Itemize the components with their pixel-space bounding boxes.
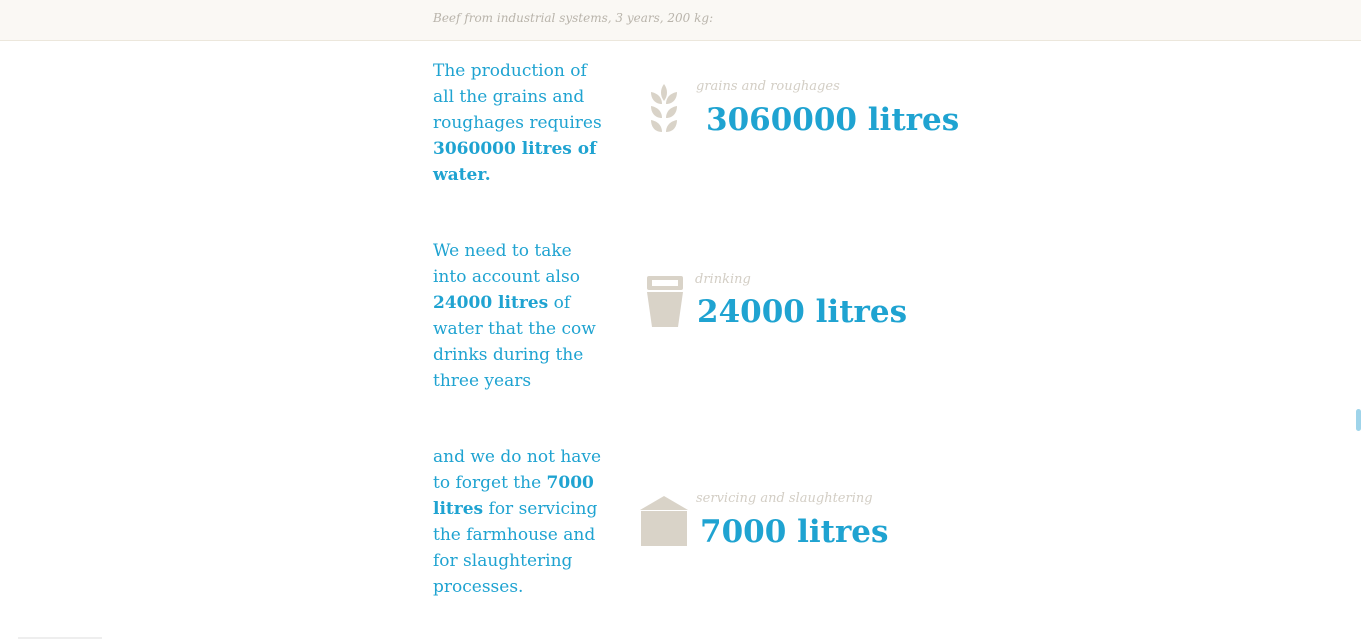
drinking-text-before: We need to take into account also (433, 241, 580, 287)
divider (18, 637, 102, 639)
servicing-text-bold: 7000 litres (433, 473, 594, 519)
drinking-text-after: of water that the cow drinks during the three years (433, 293, 596, 391)
drinking-description (433, 238, 605, 394)
grains-description (433, 58, 605, 188)
servicing-text-after: for servicing the farmhouse and for slaughtering processes. (433, 499, 598, 597)
drinking-caption: drinking (695, 272, 751, 287)
grains-amount: 3060000 litres (706, 102, 960, 138)
wheat-icon (647, 82, 681, 136)
drinking-amount: 24000 litres (697, 294, 908, 330)
bucket-icon (646, 276, 684, 328)
grains-text-bold: 3060000 litres of water. (433, 139, 597, 185)
grains-caption: grains and roughages (696, 79, 840, 94)
grains-text-before: The production of all the grains and roughages requires (433, 61, 602, 133)
drinking-text-bold: 24000 litres (433, 293, 549, 313)
servicing-description (433, 444, 605, 600)
farmhouse-icon (640, 496, 688, 546)
servicing-caption: servicing and slaughtering (696, 491, 873, 506)
scroll-position-indicator[interactable] (1356, 409, 1361, 431)
header-bar (0, 0, 1361, 41)
servicing-text-before: and we do not have to forget the (433, 447, 602, 493)
page-subtitle: Beef from industrial systems, 3 years, 200 kg: (433, 11, 714, 25)
servicing-amount: 7000 litres (700, 514, 889, 550)
